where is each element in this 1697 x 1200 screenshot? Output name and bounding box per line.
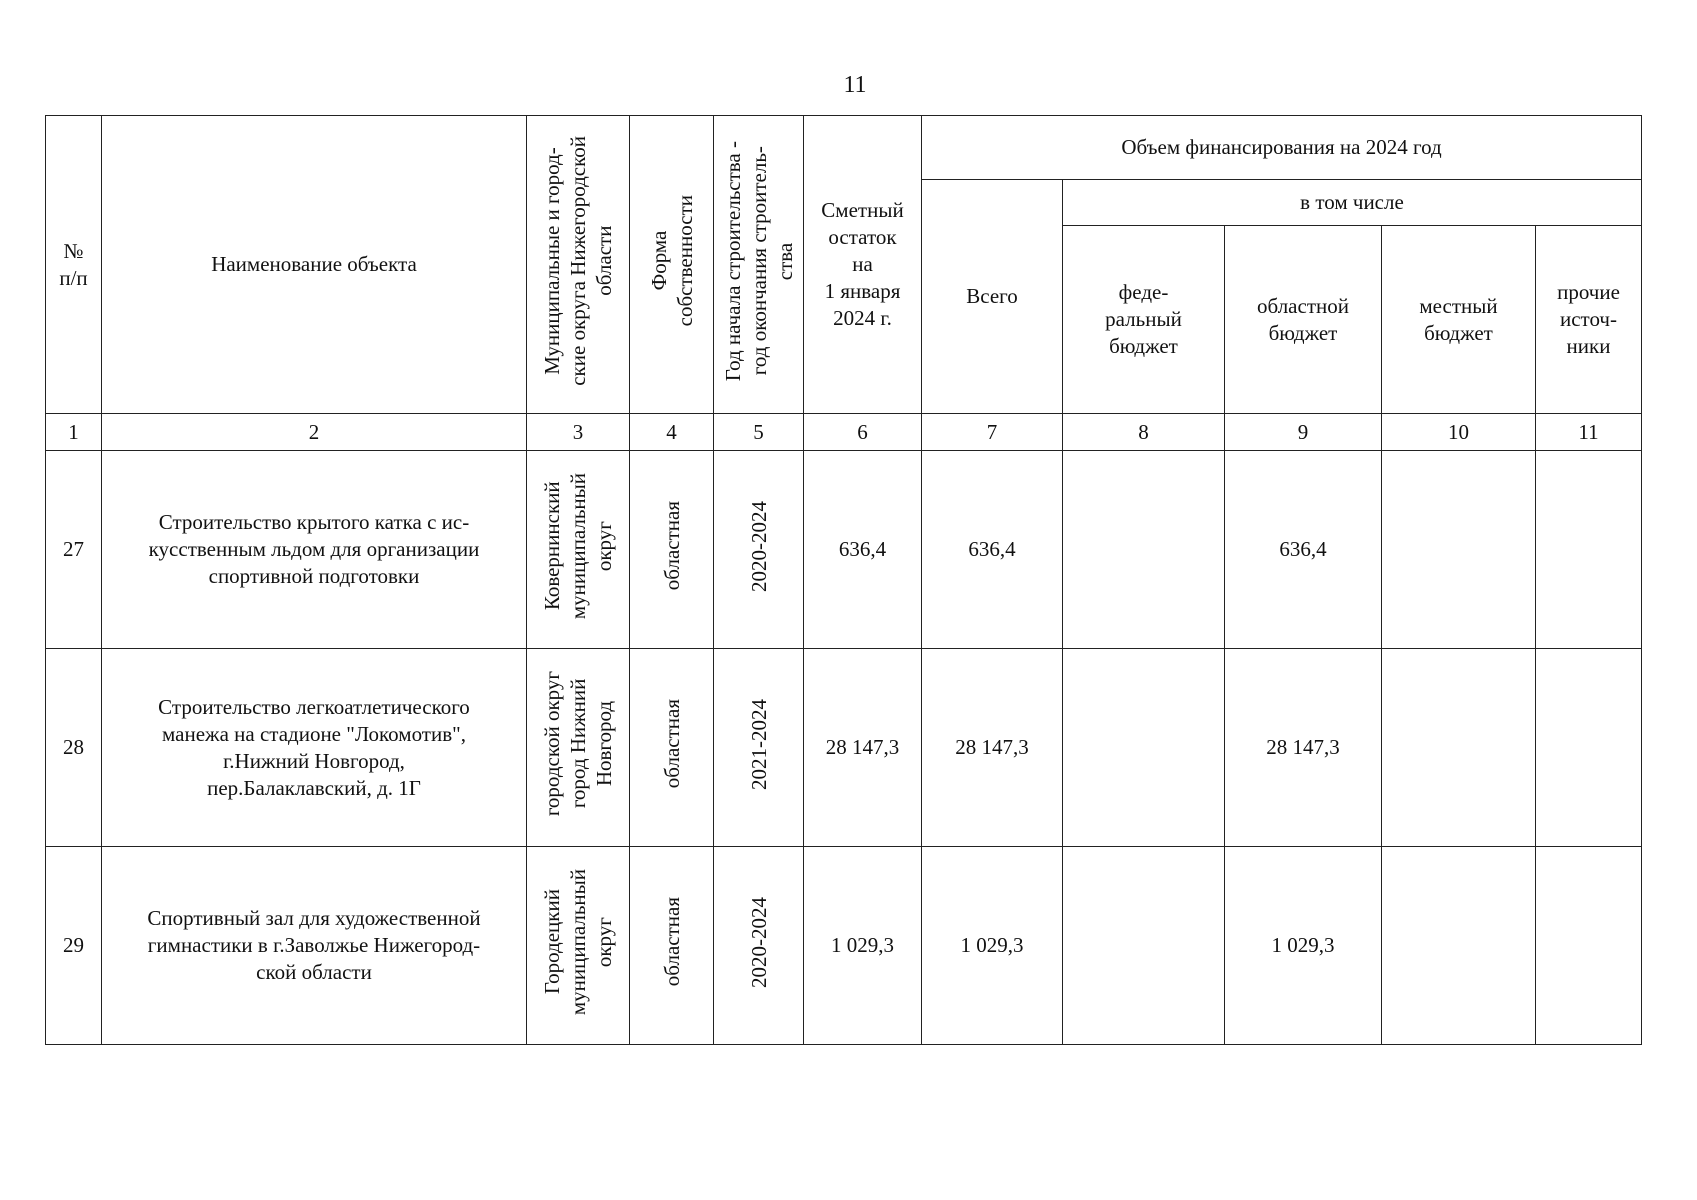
object-name: Спортивный зал для художественной гимнастики в г.Заволжье Нижегород- ской области	[102, 847, 527, 1045]
header-years: Год начала строительства - год окончания строитель- ства	[714, 116, 804, 414]
header-number: № п/п	[46, 116, 102, 414]
ownership-form: областная	[630, 649, 714, 847]
column-number: 4	[630, 414, 714, 451]
table-row	[46, 649, 1642, 847]
federal-budget	[1063, 649, 1225, 847]
other-sources	[1536, 847, 1642, 1045]
column-number: 7	[922, 414, 1063, 451]
other-sources	[1536, 451, 1642, 649]
local-budget	[1382, 847, 1536, 1045]
ownership-form: областная	[630, 451, 714, 649]
column-number: 2	[102, 414, 527, 451]
column-number: 1	[46, 414, 102, 451]
object-name: Строительство легкоатлетического манежа на стадионе "Локомотив", г.Нижний Новгород, пер.Балаклавский, д. 1Г	[102, 649, 527, 847]
header-municipality: Муниципальные и город- ские округа Нижегородской области	[527, 116, 630, 414]
regional-budget: 28 147,3	[1225, 649, 1382, 847]
row-number: 29	[46, 847, 102, 1045]
regional-budget: 636,4	[1225, 451, 1382, 649]
municipality: городской округ город Нижний Новгород	[527, 649, 630, 847]
column-number-row	[46, 414, 1642, 451]
column-number: 9	[1225, 414, 1382, 451]
construction-years: 2021-2024	[714, 649, 804, 847]
header-total: Всего	[922, 180, 1063, 414]
page-number: 11	[843, 72, 867, 98]
header-local-budget: местный бюджет	[1382, 226, 1536, 414]
financing-table	[45, 115, 1642, 1045]
estimated-remainder: 28 147,3	[804, 649, 922, 847]
header-object-name: Наименование объекта	[102, 116, 527, 414]
construction-years: 2020-2024	[714, 847, 804, 1045]
column-number: 6	[804, 414, 922, 451]
row-number: 28	[46, 649, 102, 847]
column-number: 8	[1063, 414, 1225, 451]
other-sources	[1536, 649, 1642, 847]
estimated-remainder: 636,4	[804, 451, 922, 649]
financing-total: 1 029,3	[922, 847, 1063, 1045]
table-row	[46, 847, 1642, 1045]
header-other-sources: прочие источ- ники	[1536, 226, 1642, 414]
header-estimated-remainder: Сметный остаток на 1 января 2024 г.	[804, 116, 922, 414]
financing-total: 636,4	[922, 451, 1063, 649]
header-including: в том числе	[1063, 180, 1642, 226]
header-federal-budget: феде- ральный бюджет	[1063, 226, 1225, 414]
column-number: 5	[714, 414, 804, 451]
header-financing-volume: Объем финансирования на 2024 год	[922, 116, 1642, 180]
header-ownership: Форма собственности	[630, 116, 714, 414]
object-name: Строительство крытого катка с ис- кусственным льдом для организации спортивной подготовки	[102, 451, 527, 649]
municipality: Городецкий муниципальный округ	[527, 847, 630, 1045]
federal-budget	[1063, 451, 1225, 649]
column-number: 10	[1382, 414, 1536, 451]
estimated-remainder: 1 029,3	[804, 847, 922, 1045]
column-number: 11	[1536, 414, 1642, 451]
row-number: 27	[46, 451, 102, 649]
ownership-form: областная	[630, 847, 714, 1045]
construction-years: 2020-2024	[714, 451, 804, 649]
local-budget	[1382, 451, 1536, 649]
header-regional-budget: областной бюджет	[1225, 226, 1382, 414]
federal-budget	[1063, 847, 1225, 1045]
financing-total: 28 147,3	[922, 649, 1063, 847]
table-row	[46, 451, 1642, 649]
municipality: Ковернинский муниципальный округ	[527, 451, 630, 649]
local-budget	[1382, 649, 1536, 847]
regional-budget: 1 029,3	[1225, 847, 1382, 1045]
column-number: 3	[527, 414, 630, 451]
